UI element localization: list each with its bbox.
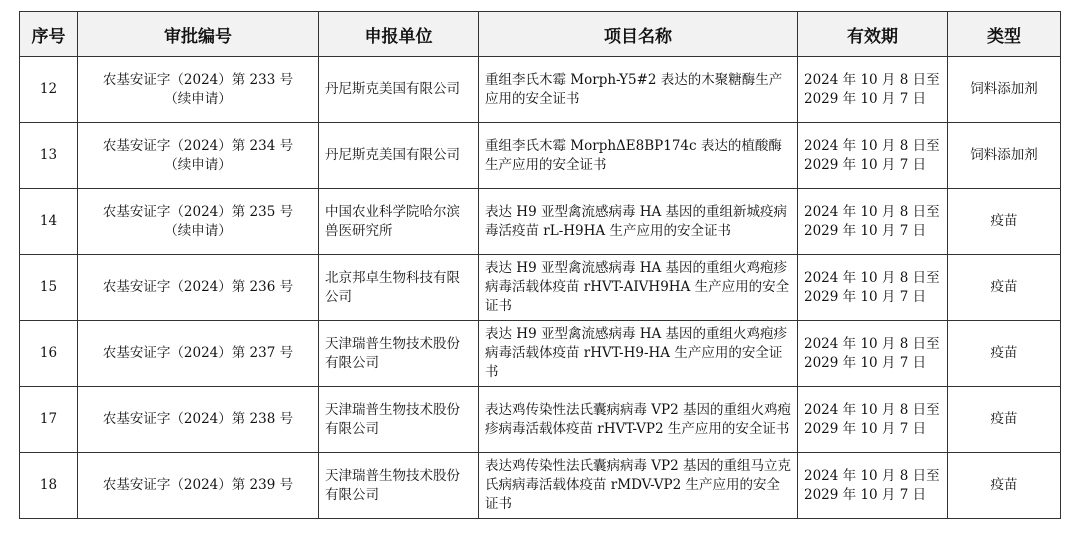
header-type: 类型 <box>948 12 1061 57</box>
row-number: 16 <box>20 321 78 387</box>
approval-table <box>19 11 1061 519</box>
category-type: 饲料添加剂 <box>948 123 1061 189</box>
table-row <box>20 255 1061 321</box>
row-number: 14 <box>20 189 78 255</box>
project-name: 表达 H9 亚型禽流感病毒 HA 基因的重组新城疫病毒活疫苗 rL-H9HA 生产应用的安全证书 <box>479 189 798 255</box>
header-valid: 有效期 <box>798 12 948 57</box>
row-number: 17 <box>20 387 78 453</box>
applicant-unit: 天津瑞普生物技术股份有限公司 <box>319 453 479 519</box>
validity-period: 2024 年 10 月 8 日至 2029 年 10 月 7 日 <box>798 321 948 387</box>
row-number: 12 <box>20 57 78 123</box>
approval-code: 农基安证字（2024）第 235 号 <box>102 203 294 220</box>
project-name: 重组李氏木霉 Morph-Y5#2 表达的木聚糖酶生产应用的安全证书 <box>479 57 798 123</box>
category-type: 疫苗 <box>948 387 1061 453</box>
approval-code: 农基安证字（2024）第 233 号 <box>102 71 294 88</box>
validity-period: 2024 年 10 月 8 日至 2029 年 10 月 7 日 <box>798 57 948 123</box>
approval-code-cell <box>78 255 319 321</box>
approval-code-cell <box>78 57 319 123</box>
table-body <box>20 57 1061 519</box>
approval-code: 农基安证字（2024）第 234 号 <box>102 137 294 154</box>
approval-code-cell <box>78 189 319 255</box>
approval-code: 农基安证字（2024）第 236 号 <box>102 279 294 295</box>
applicant-unit: 丹尼斯克美国有限公司 <box>319 123 479 189</box>
category-type: 饲料添加剂 <box>948 57 1061 123</box>
renewal-note: （续申请） <box>164 90 232 107</box>
row-number: 18 <box>20 453 78 519</box>
approval-code: 农基安证字（2024）第 237 号 <box>102 345 294 361</box>
row-number: 15 <box>20 255 78 321</box>
header-name: 项目名称 <box>479 12 798 57</box>
validity-period: 2024 年 10 月 8 日至 2029 年 10 月 7 日 <box>798 123 948 189</box>
applicant-unit: 北京邦卓生物科技有限公司 <box>319 255 479 321</box>
renewal-note: （续申请） <box>164 156 232 173</box>
approval-table-container <box>19 11 1061 519</box>
table-row <box>20 189 1061 255</box>
project-name: 表达鸡传染性法氏囊病病毒 VP2 基因的重组马立克氏病病毒活载体疫苗 rMDV-VP2 生产应用的安全证书 <box>479 453 798 519</box>
project-name: 表达 H9 亚型禽流感病毒 HA 基因的重组火鸡疱疹病毒活载体疫苗 rHVT-AIVH9HA 生产应用的安全证书 <box>479 255 798 321</box>
header-no: 序号 <box>20 12 78 57</box>
table-row <box>20 123 1061 189</box>
table-row <box>20 321 1061 387</box>
validity-period: 2024 年 10 月 8 日至 2029 年 10 月 7 日 <box>798 189 948 255</box>
project-name: 表达鸡传染性法氏囊病病毒 VP2 基因的重组火鸡疱疹病毒活载体疫苗 rHVT-VP2 生产应用的安全证书 <box>479 387 798 453</box>
applicant-unit: 丹尼斯克美国有限公司 <box>319 57 479 123</box>
category-type: 疫苗 <box>948 255 1061 321</box>
category-type: 疫苗 <box>948 321 1061 387</box>
validity-period: 2024 年 10 月 8 日至 2029 年 10 月 7 日 <box>798 453 948 519</box>
table-row <box>20 387 1061 453</box>
approval-code-cell <box>78 387 319 453</box>
table-row <box>20 453 1061 519</box>
applicant-unit: 中国农业科学院哈尔滨兽医研究所 <box>319 189 479 255</box>
validity-period: 2024 年 10 月 8 日至 2029 年 10 月 7 日 <box>798 387 948 453</box>
project-name: 表达 H9 亚型禽流感病毒 HA 基因的重组火鸡疱疹病毒活载体疫苗 rHVT-H9-HA 生产应用的安全证书 <box>479 321 798 387</box>
category-type: 疫苗 <box>948 453 1061 519</box>
approval-code-cell <box>78 123 319 189</box>
renewal-note: （续申请） <box>164 222 232 239</box>
category-type: 疫苗 <box>948 189 1061 255</box>
project-name: 重组李氏木霉 MorphΔE8BP174c 表达的植酸酶生产应用的安全证书 <box>479 123 798 189</box>
header-unit: 申报单位 <box>319 12 479 57</box>
applicant-unit: 天津瑞普生物技术股份有限公司 <box>319 387 479 453</box>
approval-code: 农基安证字（2024）第 238 号 <box>102 411 294 427</box>
approval-code: 农基安证字（2024）第 239 号 <box>102 477 294 493</box>
approval-code-cell <box>78 453 319 519</box>
table-row <box>20 57 1061 123</box>
row-number: 13 <box>20 123 78 189</box>
header-code: 审批编号 <box>78 12 319 57</box>
approval-code-cell <box>78 321 319 387</box>
applicant-unit: 天津瑞普生物技术股份有限公司 <box>319 321 479 387</box>
table-header-row <box>20 12 1061 57</box>
validity-period: 2024 年 10 月 8 日至 2029 年 10 月 7 日 <box>798 255 948 321</box>
